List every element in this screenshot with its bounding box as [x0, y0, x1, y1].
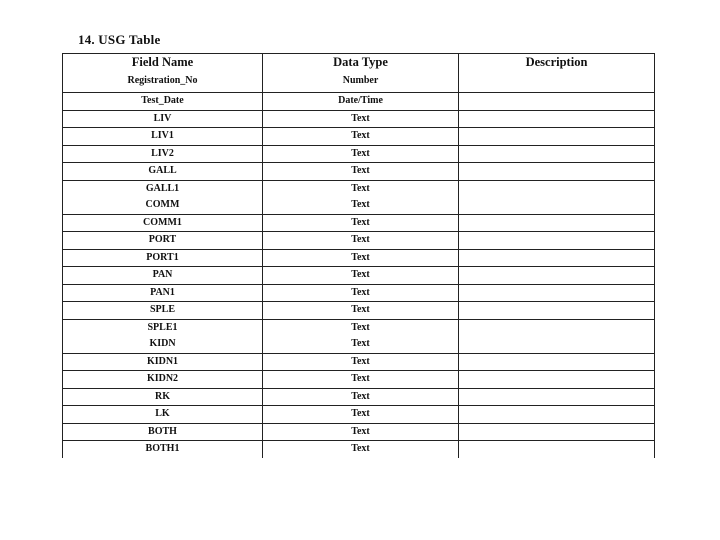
- description-cell: [459, 388, 655, 406]
- table-row: [63, 163, 655, 181]
- description-cell: [459, 441, 655, 458]
- section-heading: 14. USG Table: [78, 32, 161, 47]
- data-type-cell: Date/Time: [263, 93, 459, 111]
- table-row: [63, 302, 655, 320]
- field-name-cell: BOTH1: [63, 441, 263, 458]
- data-type-cell: Text: [263, 406, 459, 424]
- description-cell: [459, 319, 655, 336]
- description-cell: [459, 249, 655, 267]
- table-row: [63, 371, 655, 389]
- description-cell: [459, 423, 655, 441]
- description-cell: [459, 336, 655, 353]
- field-name-cell: BOTH: [63, 423, 263, 441]
- field-name-cell: GALL1: [63, 180, 263, 197]
- field-name-cell: KIDN: [63, 336, 263, 353]
- table-row: [63, 93, 655, 111]
- field-name-cell: PORT1: [63, 249, 263, 267]
- data-type-cell: Text: [263, 353, 459, 371]
- field-name-cell: RK: [63, 388, 263, 406]
- data-type-cell: Number: [263, 72, 459, 93]
- field-name-cell: GALL: [63, 163, 263, 181]
- data-type-cell: Text: [263, 388, 459, 406]
- table-header-row: [63, 54, 655, 73]
- data-type-cell: Text: [263, 284, 459, 302]
- description-cell: [459, 302, 655, 320]
- data-type-cell: Text: [263, 423, 459, 441]
- description-cell: [459, 267, 655, 285]
- field-name-cell: KIDN1: [63, 353, 263, 371]
- table-row: [63, 423, 655, 441]
- table-row: [63, 72, 655, 93]
- description-cell: [459, 180, 655, 197]
- table-row: [63, 180, 655, 197]
- table-row: [63, 110, 655, 128]
- table-row: [63, 441, 655, 458]
- table-row: [63, 214, 655, 232]
- description-cell: [459, 163, 655, 181]
- field-name-cell: LIV: [63, 110, 263, 128]
- field-name-cell: SPLE: [63, 302, 263, 320]
- table-row: [63, 197, 655, 214]
- data-type-cell: Text: [263, 336, 459, 353]
- description-cell: [459, 197, 655, 214]
- description-cell: [459, 406, 655, 424]
- description-cell: [459, 371, 655, 389]
- data-type-cell: Text: [263, 232, 459, 250]
- data-type-cell: Text: [263, 110, 459, 128]
- data-type-cell: Text: [263, 145, 459, 163]
- column-header-data-type: Data Type: [263, 54, 459, 73]
- data-type-cell: Text: [263, 180, 459, 197]
- column-header-description: Description: [459, 54, 655, 73]
- table-row: [63, 128, 655, 146]
- field-name-cell: COMM1: [63, 214, 263, 232]
- field-name-cell: Test_Date: [63, 93, 263, 111]
- description-cell: [459, 232, 655, 250]
- data-type-cell: Text: [263, 302, 459, 320]
- field-name-cell: PAN: [63, 267, 263, 285]
- description-cell: [459, 93, 655, 111]
- field-name-cell: LIV2: [63, 145, 263, 163]
- description-cell: [459, 110, 655, 128]
- field-name-cell: PORT: [63, 232, 263, 250]
- table-row: [63, 145, 655, 163]
- table-row: [63, 267, 655, 285]
- data-type-cell: Text: [263, 371, 459, 389]
- description-cell: [459, 284, 655, 302]
- description-cell: [459, 214, 655, 232]
- table-row: [63, 284, 655, 302]
- data-type-cell: Text: [263, 319, 459, 336]
- data-type-cell: Text: [263, 249, 459, 267]
- field-name-cell: KIDN2: [63, 371, 263, 389]
- table-row: [63, 353, 655, 371]
- data-type-cell: Text: [263, 197, 459, 214]
- field-name-cell: SPLE1: [63, 319, 263, 336]
- data-type-cell: Text: [263, 214, 459, 232]
- field-name-cell: Registration_No: [63, 72, 263, 93]
- description-cell: [459, 128, 655, 146]
- field-name-cell: PAN1: [63, 284, 263, 302]
- field-name-cell: COMM: [63, 197, 263, 214]
- data-type-cell: Text: [263, 128, 459, 146]
- field-name-cell: LIV1: [63, 128, 263, 146]
- table-row: [63, 406, 655, 424]
- data-type-cell: Text: [263, 163, 459, 181]
- description-cell: [459, 145, 655, 163]
- description-cell: [459, 72, 655, 93]
- table-row: [63, 388, 655, 406]
- data-type-cell: Text: [263, 441, 459, 458]
- usg-table: [62, 53, 655, 458]
- table-row: [63, 336, 655, 353]
- table-row: [63, 249, 655, 267]
- data-type-cell: Text: [263, 267, 459, 285]
- table-row: [63, 232, 655, 250]
- column-header-field-name: Field Name: [63, 54, 263, 73]
- table-row: [63, 319, 655, 336]
- description-cell: [459, 353, 655, 371]
- field-name-cell: LK: [63, 406, 263, 424]
